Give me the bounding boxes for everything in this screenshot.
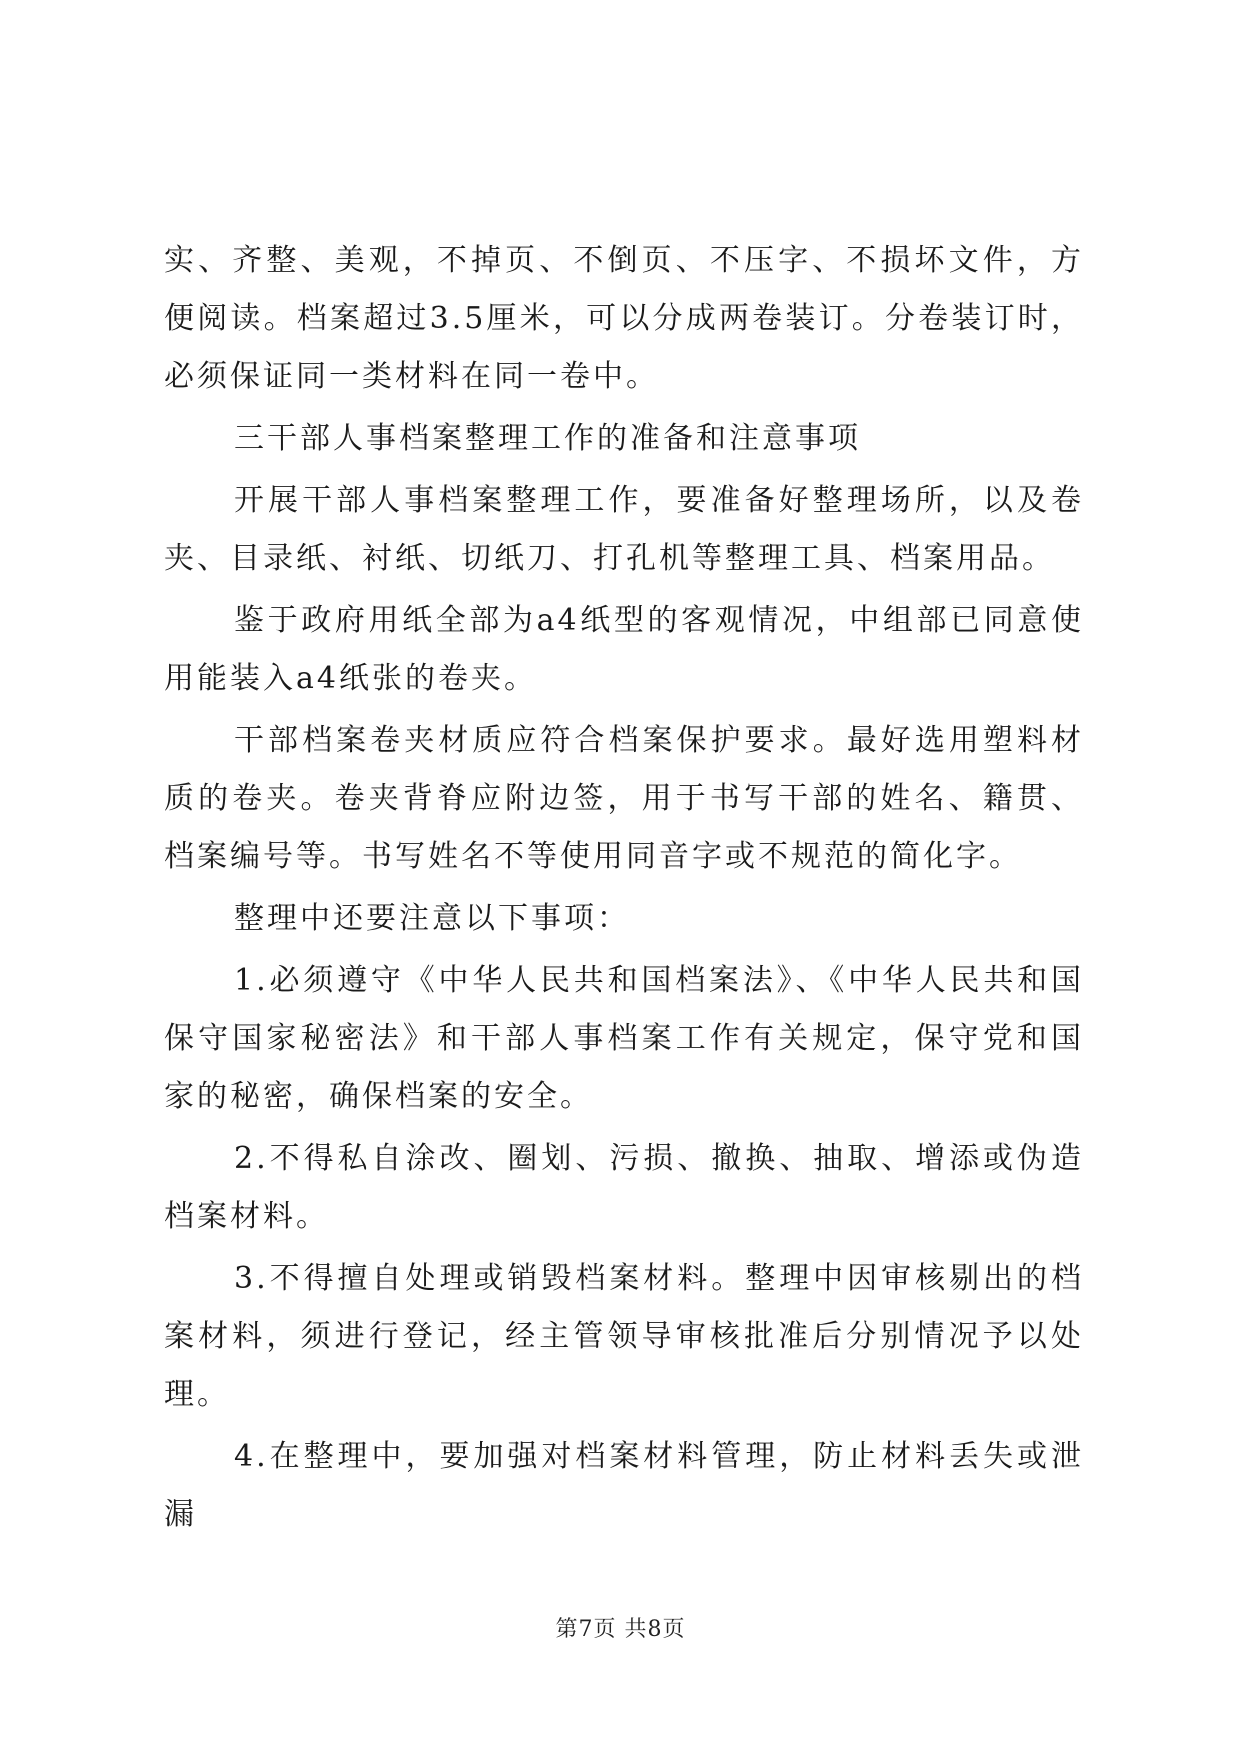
paragraph-preparation: 开展干部人事档案整理工作，要准备好整理场所，以及卷夹、目录纸、衬纸、切纸刀、打孔机等整理工具、档案用品。 [164, 483, 1084, 576]
paragraph-notes-intro: 整理中还要注意以下事项： [234, 901, 630, 936]
list-item-3: 3.不得擅自处理或销毁档案材料。整理中因审核剔出的档案材料，须进行登记，经主管领导审核批准后分别情况予以处理。 [164, 1261, 1084, 1412]
paragraph-a4-folder: 鉴于政府用纸全部为a4纸型的客观情况，中组部已同意使用能装入a4纸张的卷夹。 [164, 603, 1084, 696]
document-body [164, 232, 1084, 1544]
paragraph-folder-material: 干部档案卷夹材质应符合档案保护要求。最好选用塑料材质的卷夹。卷夹背脊应附边签，用于书写干部的姓名、籍贯、档案编号等。书写姓名不等使用同音字或不规范的简化字。 [164, 723, 1084, 874]
list-item-1: 1.必须遵守《中华人民共和国档案法》、《中华人民共和国保守国家秘密法》和干部人事档案工作有关规定，保守党和国家的秘密，确保档案的安全。 [164, 963, 1084, 1114]
paragraph-continuation: 实、齐整、美观，不掉页、不倒页、不压字、不损坏文件，方便阅读。档案超过3.5厘米，可以分成两卷装订。分卷装订时，必须保证同一类材料在同一卷中。 [164, 243, 1084, 394]
section-heading: 三干部人事档案整理工作的准备和注意事项 [234, 421, 861, 456]
list-item-4: 4.在整理中，要加强对档案材料管理，防止材料丢失或泄漏 [164, 1439, 1084, 1532]
page-number-footer: 第7页 共8页 [555, 1617, 686, 1642]
list-item-2: 2.不得私自涂改、圈划、污损、撤换、抽取、增添或伪造档案材料。 [164, 1141, 1084, 1234]
